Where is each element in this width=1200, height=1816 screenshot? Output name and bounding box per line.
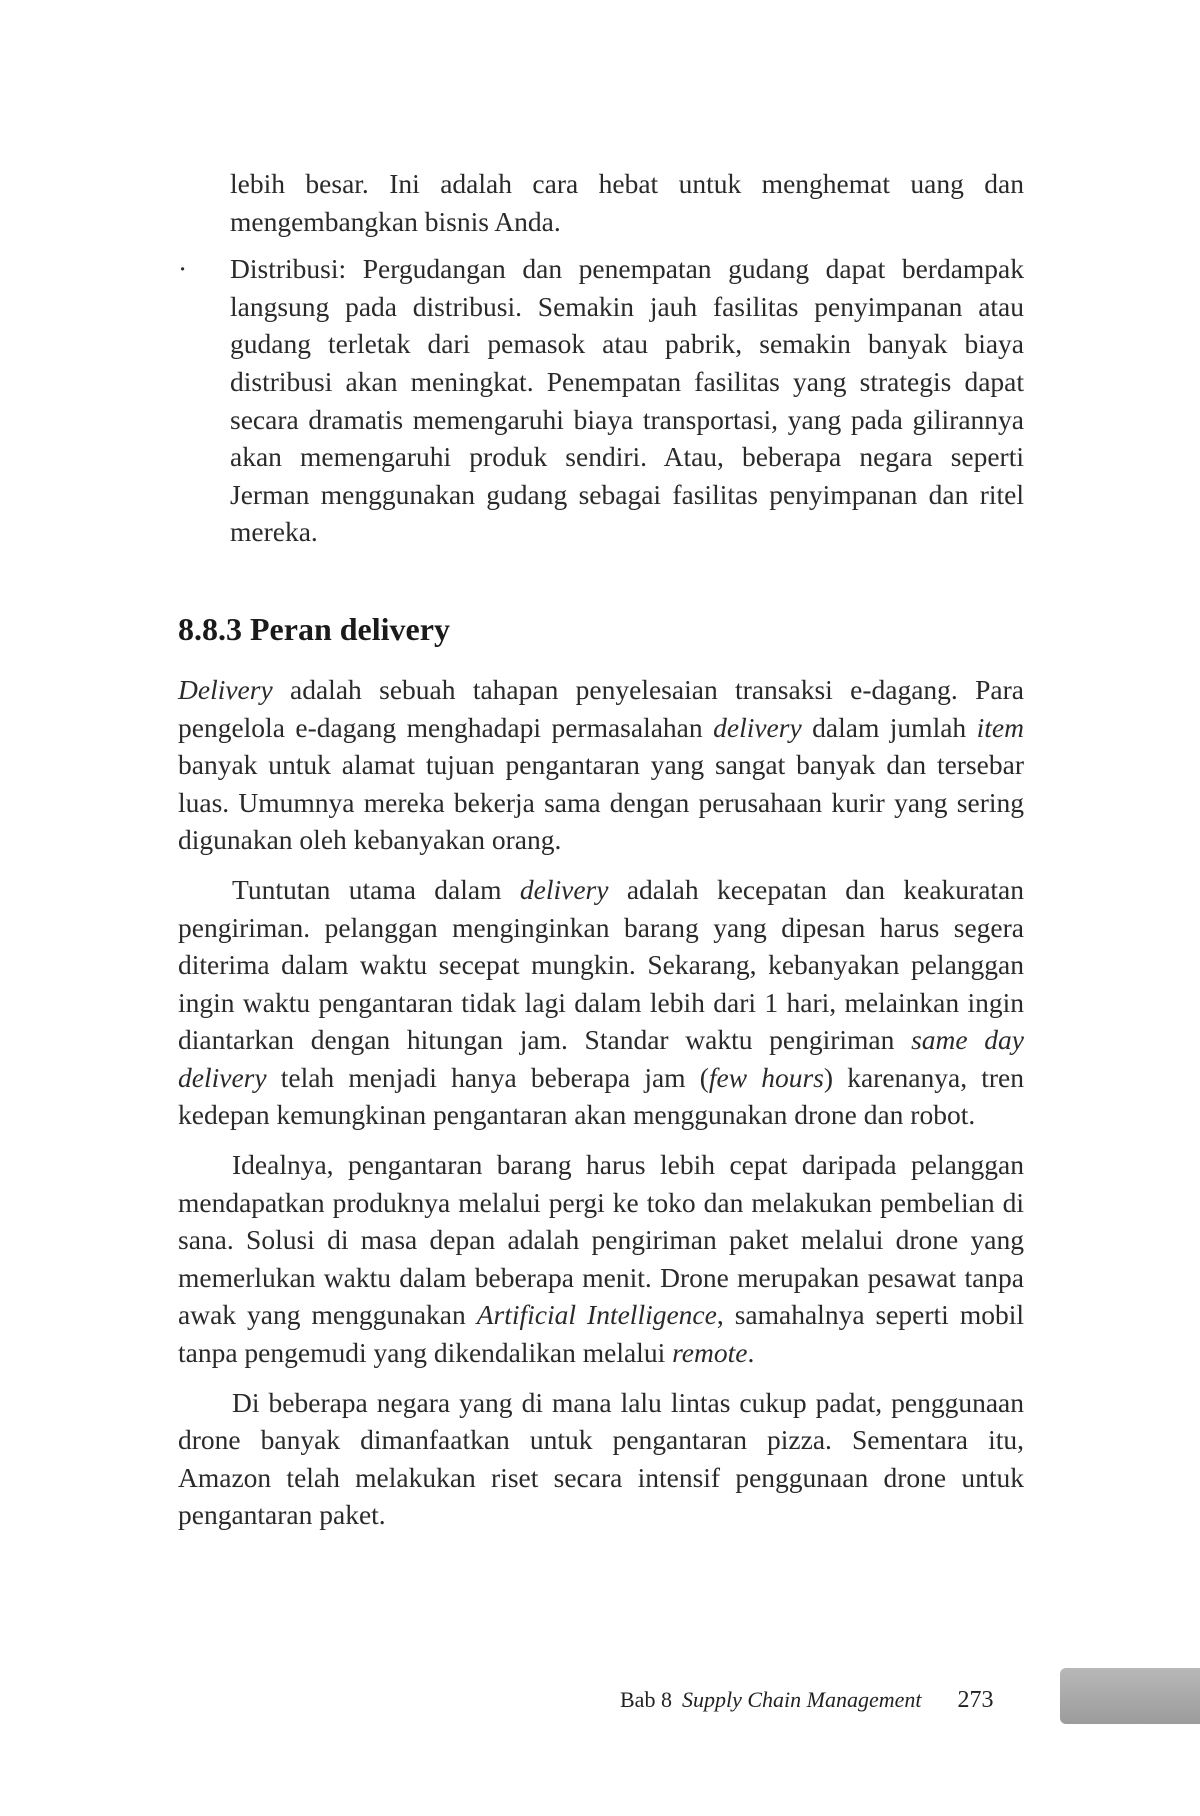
section-heading: 8.8.3 Peran delivery <box>178 610 450 647</box>
paragraph-2 <box>178 871 1024 1134</box>
paragraph-3-text-3: . <box>747 1337 755 1369</box>
paragraph-1-em-2: delivery <box>713 711 802 743</box>
footer-chapter: Bab 8 <box>620 1687 672 1712</box>
page-content <box>178 165 1024 1534</box>
paragraph-1-em-3: item <box>976 711 1024 743</box>
footer-book-title: Supply Chain Management <box>681 1687 922 1712</box>
paragraph-2-text-2: adalah kecepatan dan keakuratan pengiriman. pelanggan menginginkan barang yang dipesan harus segera diterima dalam waktu secepat mungkin. Sekarang, kebanyakan pelanggan ingin waktu pengantaran tidak lagi dalam lebih dari 1 hari, melainkan ingin diantarkan dengan hitungan jam. Standar waktu pengiriman <box>178 873 1024 1056</box>
paragraph-2-em-1: delivery <box>519 873 609 905</box>
paragraph-4-text-1: Di beberapa negara yang di mana lalu lintas cukup padat, penggunaan drone banyak dimanfaatkan untuk pengantaran pizza. Sementara itu, Amazon telah melakukan riset secara intensif penggunaan drone untuk pengantaran paket. <box>178 1386 1024 1531</box>
paragraph-1-em-1: Delivery <box>178 673 273 705</box>
footer-tab-bar <box>1060 1668 1200 1724</box>
bullet-dot-icon: · <box>178 253 188 285</box>
paragraph-3-text-2: , samahalnya seperti mobil tanpa pengemudi yang dikendalikan melalui <box>178 1299 1024 1369</box>
paragraph-3 <box>178 1146 1024 1372</box>
paragraph-3-text-1: Idealnya, pengantaran barang harus lebih cepat daripada pelanggan mendapatkan produknya melalui pergi ke toko dan melakukan pembelian di sana. Solusi di masa depan adalah pengiriman paket melalui drone yang memerlukan waktu dalam beberapa menit. Drone merupakan pesawat tanpa awak yang menggunakan <box>178 1149 1024 1331</box>
bullet-text: Distribusi: Pergudangan dan penempatan gudang dapat berdampak langsung pada distribusi. Semakin jauh fasilitas penyimpanan atau gudang terletak dari pemasok atau pabrik, semakin banyak biaya distribusi akan meningkat. Penempatan fasilitas yang strategis dapat secara dramatis memengaruhi biaya transportasi, yang pada gilirannya akan memengaruhi produk sendiri. Atau, beberapa negara seperti Jerman menggunakan gudang sebagai fasilitas penyimpanan dan ritel mereka. <box>230 253 1024 548</box>
paragraph-1-text-3: banyak untuk alamat tujuan pengantaran yang sangat banyak dan tersebar luas. Umumnya mereka bekerja sama dengan perusahaan kurir yang sering digunakan oleh kebanyakan orang. <box>178 749 1024 856</box>
page-footer <box>620 1680 993 1720</box>
paragraph-1-text-1: adalah sebuah tahapan penyelesaian transaksi e-dagang. Para pengelola e-dagang menghadapi permasalahan <box>178 673 1024 743</box>
paragraph-4 <box>178 1384 1024 1534</box>
paragraph-2-text-3: telah menjadi hanya beberapa jam ( <box>266 1061 709 1093</box>
paragraph-1-text-2: dalam jumlah <box>801 711 977 743</box>
page-number: 273 <box>957 1686 994 1713</box>
continuation-paragraph: lebih besar. Ini adalah cara hebat untuk menghemat uang dan mengembangkan bisnis Anda. <box>230 168 1024 237</box>
paragraph-2-em-3: few hours <box>708 1061 824 1093</box>
paragraph-2-text-4: ) karenanya, tren kedepan kemungkinan pengantaran akan menggunakan drone dan robot. <box>178 1061 1024 1131</box>
paragraph-2-em-2: same day delivery <box>178 1024 1024 1093</box>
paragraph-2-text-1: Tuntutan utama dalam <box>232 873 520 905</box>
paragraph-3-em-2: remote <box>672 1337 748 1369</box>
paragraph-3-em-1: Artificial Intelligence <box>476 1299 717 1331</box>
bullet-item-distribusi <box>178 250 1024 551</box>
paragraph-1 <box>178 671 1024 859</box>
